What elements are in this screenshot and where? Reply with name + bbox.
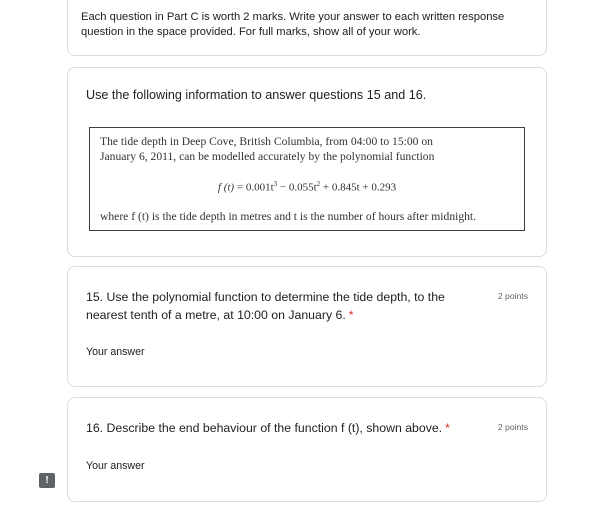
question-15-card [67,266,547,387]
info-line-3: where f (t) is the tide depth in metres and t is the number of hours after midnight. [100,210,477,223]
question-16-points: 2 points [497,422,528,432]
question-15-answer-input[interactable] [86,346,286,358]
question-16-text [86,419,486,437]
question-16-card [67,397,547,502]
formula-term-2: − 0.055t [277,181,317,194]
instructions-card [67,0,547,56]
question-16-answer-input[interactable] [86,460,286,472]
question-15-text [86,288,486,324]
formula-term-3: + 0.845t + 0.293 [320,181,397,194]
question-15-label: 15. Use the polynomial function to determine the tide depth, to the nearest tenth of a metre, at 10:00 on January 6. [86,290,445,322]
required-asterisk: * [348,308,354,322]
question-15-points: 2 points [497,291,528,301]
formula-equals: = [234,181,246,194]
formula-exponent-1: 3 [273,180,278,188]
formula-exponent-2: 2 [316,180,321,188]
info-line-1: The tide depth in Deep Cove, British Columbia, from 04:00 to 15:00 on [100,135,433,148]
info-line-2: January 6, 2011, can be modelled accurately by the polynomial function [100,150,435,163]
report-problem-icon[interactable]: ! [39,473,55,488]
tide-depth-info-box [89,127,525,231]
required-asterisk: * [445,421,450,435]
formula-term-1: 0.001t [245,181,274,194]
formula-lhs: f (t) [217,181,235,194]
polynomial-formula [90,180,524,194]
question-16-label: 16. Describe the end behaviour of the function f (t), shown above. [86,421,443,435]
information-card [67,67,547,257]
instructions-text: Each question in Part C is worth 2 marks. Write your answer to each written response question in the space provided. For full marks, show all of your work. [81,11,505,38]
information-heading: Use the following information to answer questions 15 and 16. [86,88,427,102]
